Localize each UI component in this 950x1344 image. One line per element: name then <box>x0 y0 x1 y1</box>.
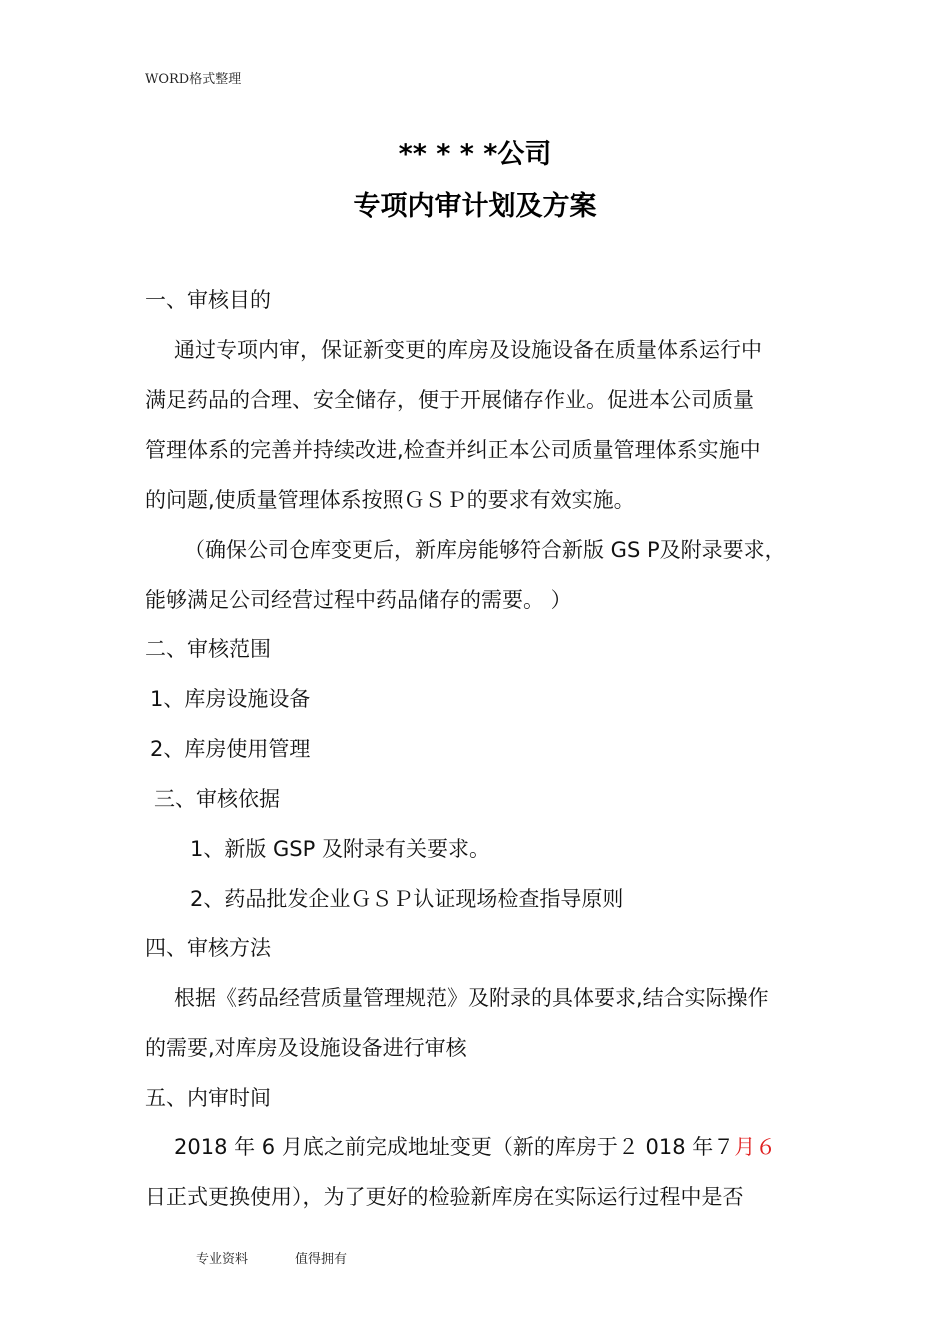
list-item: 1、库房设施设备 <box>150 687 311 711</box>
document-title-company: ** * * *公司 <box>398 139 552 170</box>
paragraph-line: （确保公司仓库变更后，新库房能够符合新版 GS P及附录要求， <box>184 538 786 562</box>
section-heading-basis: 三、审核依据 <box>154 787 280 811</box>
paragraph-text: 2018 年 6 月底之前完成地址变更（新的库房于２ 018 年７ <box>174 1135 735 1159</box>
paragraph-line: 的需要,对库房及设施设备进行审核 <box>145 1036 467 1060</box>
highlighted-date: 月６ <box>734 1135 777 1159</box>
section-heading-method: 四、审核方法 <box>145 936 271 960</box>
section-heading-scope: 二、审核范围 <box>145 637 271 661</box>
paragraph-line: 能够满足公司经营过程中药品储存的需要。 ） <box>145 588 572 612</box>
footer-left: 专业资料 <box>196 1252 249 1267</box>
paragraph-line: 满足药品的合理、安全储存，便于开展储存作业。促进本公司质量 <box>145 388 754 412</box>
section-heading-purpose: 一、审核目的 <box>145 288 271 312</box>
paragraph-line <box>174 1132 776 1162</box>
list-item: 2、药品批发企业ＧＳＰ认证现场检查指导原则 <box>190 887 624 911</box>
list-item: 1、新版 GSP 及附录有关要求。 <box>190 837 490 861</box>
paragraph-line: 通过专项内审，保证新变更的库房及设施设备在质量体系运行中 <box>174 338 762 362</box>
paragraph-line: 的问题,使质量管理体系按照ＧＳＰ的要求有效实施。 <box>145 488 635 512</box>
document-title: 专项内审计划及方案 <box>353 191 597 222</box>
paragraph-line: 根据《药品经营质量管理规范》及附录的具体要求,结合实际操作 <box>174 986 769 1010</box>
paragraph-line: 日正式更换使用），为了更好的检验新库房在实际运行过程中是否 <box>145 1185 744 1209</box>
paragraph-line: 管理体系的完善并持续改进,检查并纠正本公司质量管理体系实施中 <box>145 438 761 462</box>
list-item: 2、库房使用管理 <box>150 737 311 761</box>
footer-right: 值得拥有 <box>295 1252 348 1267</box>
page-header: WORD格式整理 <box>145 72 242 87</box>
section-heading-time: 五、内审时间 <box>145 1086 271 1110</box>
